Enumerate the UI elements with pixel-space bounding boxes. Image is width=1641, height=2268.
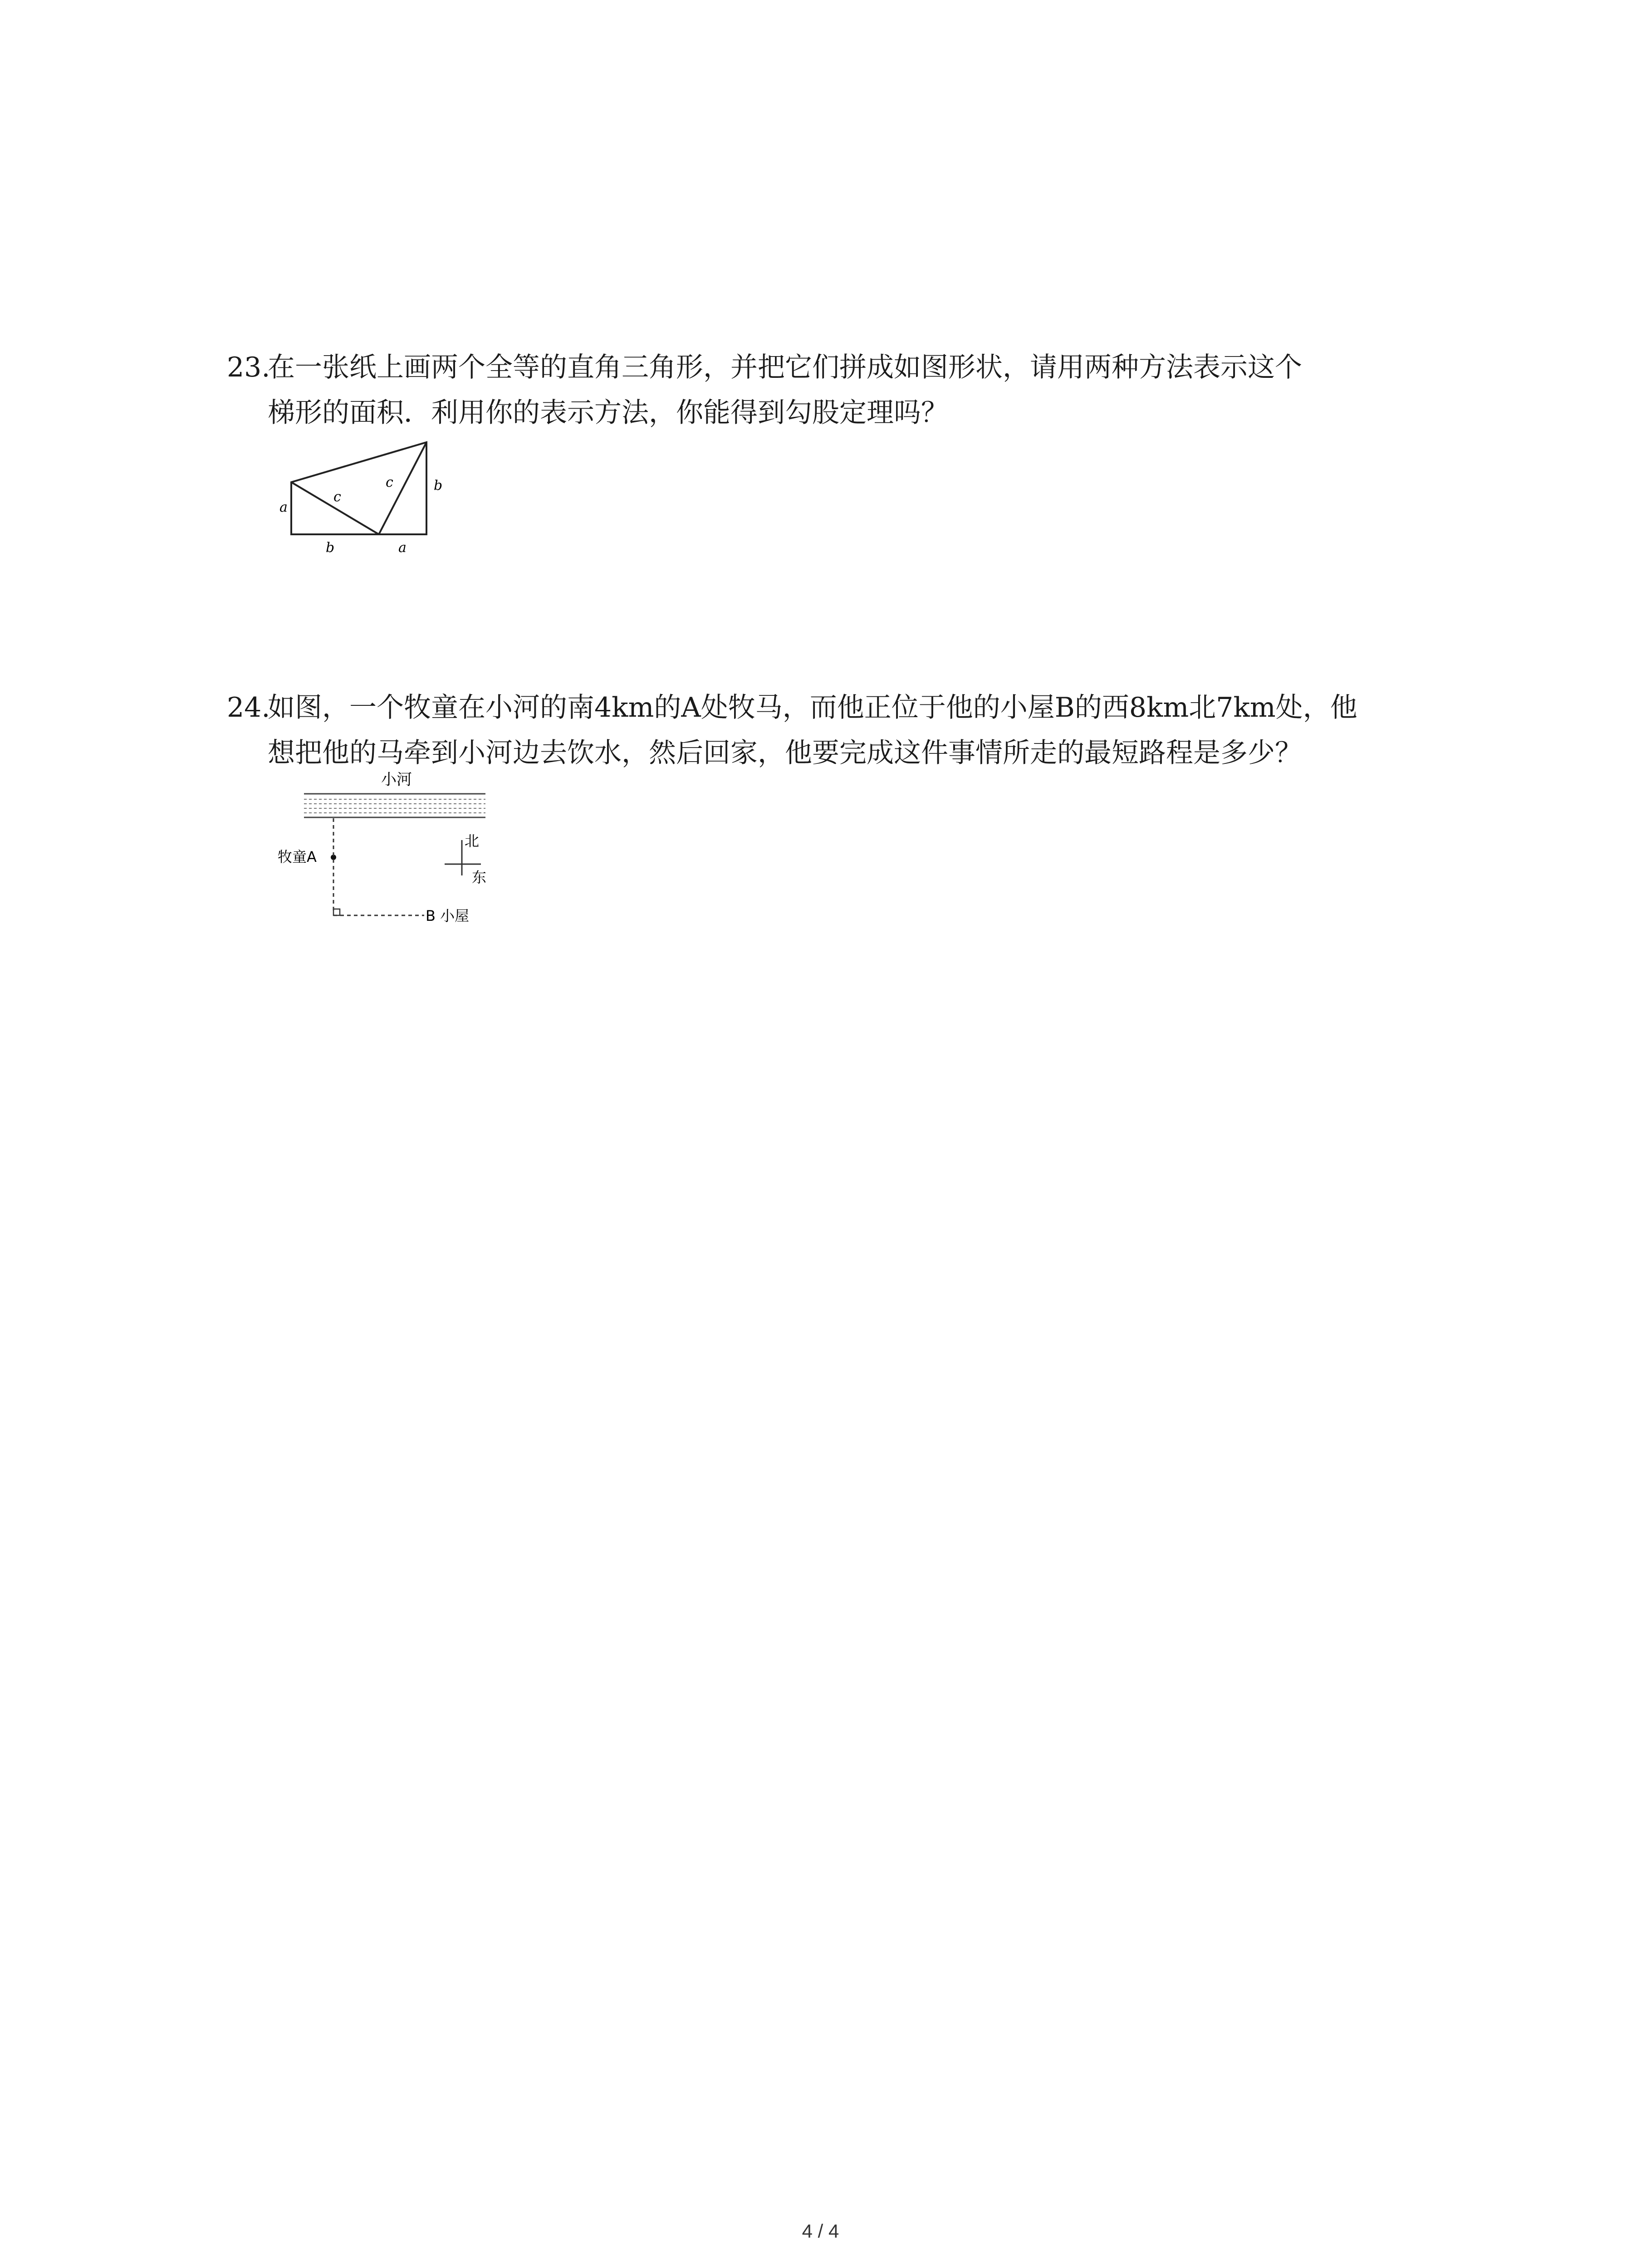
label-c1: c	[333, 489, 341, 505]
question-23-line-1	[227, 345, 1452, 390]
question-24	[227, 685, 1452, 776]
label-house-b: B 小屋	[426, 907, 470, 924]
question-text: 如图，一个牧童在小河的南4km的A处牧马，而他正位于他的小屋B的西8km北7km处，他	[268, 692, 1357, 723]
label-c2: c	[386, 474, 393, 490]
river-diagram	[272, 771, 517, 934]
label-river: 小河	[381, 771, 412, 789]
river-band	[304, 794, 485, 817]
label-north: 北	[465, 832, 480, 850]
river-figure	[272, 771, 517, 934]
question-number: 23.	[227, 352, 270, 383]
right-angle-mark	[333, 909, 340, 915]
trapezoid-diagram	[272, 433, 463, 560]
question-24-line-2: 想把他的马牵到小河边去饮水，然后回家，他要完成这件事情所走的最短路程是多少？	[268, 737, 1302, 769]
question-number: 24.	[227, 692, 270, 723]
label-bottom-a: a	[398, 540, 407, 556]
trapezoid-figure	[272, 433, 463, 560]
question-23-line-2: 梯形的面积．利用你的表示方法，你能得到勾股定理吗？	[268, 397, 948, 429]
label-herder-a: 牧童A	[278, 848, 317, 865]
page-number: 4 / 4	[802, 2220, 839, 2242]
label-bottom-b: b	[326, 540, 335, 556]
question-24-line-1	[227, 685, 1452, 730]
question-23	[227, 345, 1452, 435]
trapezoid-outline	[291, 442, 426, 534]
label-left-a: a	[279, 499, 288, 515]
question-text: 在一张纸上画两个全等的直角三角形，并把它们拼成如图形状，请用两种方法表示这个	[268, 352, 1302, 383]
label-right-b: b	[434, 478, 443, 494]
label-east: 东	[472, 869, 487, 886]
